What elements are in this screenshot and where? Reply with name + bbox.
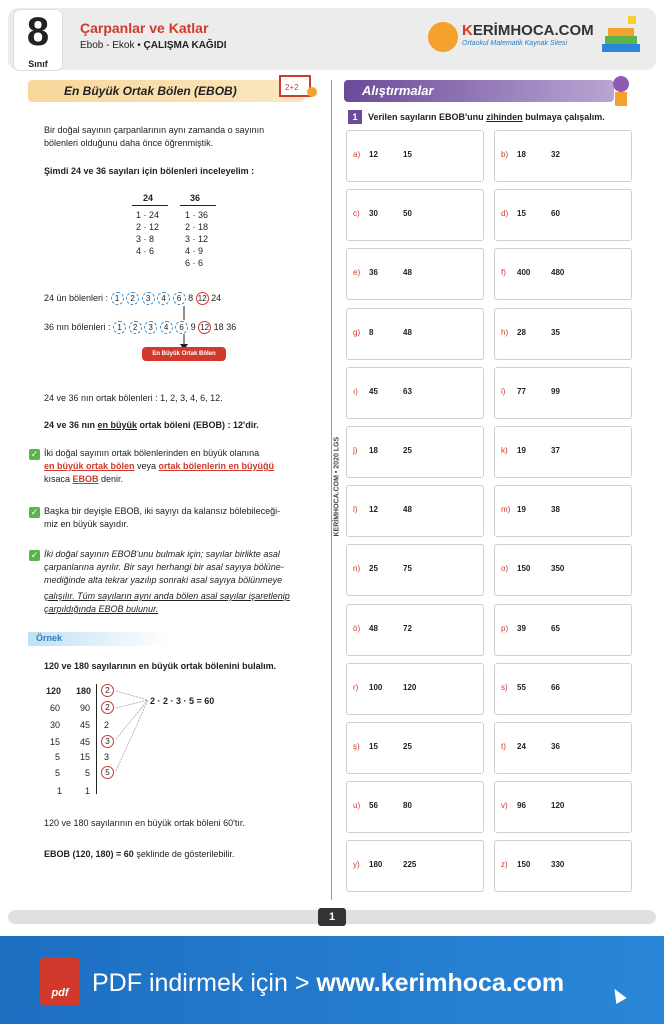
question-pre: Verilen sayıların EBOB'unu [368, 112, 487, 122]
exercise-number-b: 72 [403, 624, 412, 633]
ladder-b: 15 [80, 752, 91, 762]
gcd-post: ortak böleni (EBOB) : 12'dir. [137, 420, 259, 430]
divisor-plain: 8 [188, 293, 194, 303]
bullet-2-line: miz en büyük sayıdır. [44, 519, 129, 529]
exercise-number-b: 50 [403, 209, 412, 218]
check-icon: ✓ [30, 449, 39, 459]
ladder-a: 5 [55, 768, 61, 778]
bullet-3-line: mediğinde alta tekrar yazılıp sonraki asal sayıya bölünmeye [44, 575, 283, 585]
divisor-plain: 24 [211, 293, 222, 303]
exercise-number-b: 48 [403, 268, 412, 277]
ladder-connectors [114, 688, 150, 778]
bullet-1-mid: veya [134, 461, 159, 471]
section-exercises-label: Alıştırmalar [362, 83, 434, 98]
exercise-card[interactable] [494, 722, 632, 774]
intro-line-1: Bir doğal sayının çarpanlarının aynı zamanda o sayının [44, 125, 265, 135]
divisor-circled: 1 [111, 292, 124, 305]
exercise-number-b: 48 [403, 505, 412, 514]
exercise-label: j) [353, 446, 358, 455]
bullet-1-c: kısaca [44, 474, 73, 484]
page-title: Çarpanlar ve Katlar [80, 20, 209, 36]
exercise-label: y) [353, 860, 360, 869]
exercise-card[interactable] [346, 485, 484, 537]
exercise-number-a: 12 [369, 505, 378, 514]
ladder-line [96, 684, 97, 794]
exercise-label: n) [353, 564, 361, 573]
divisors-24-label: 24 ün bölenleri : [44, 293, 111, 303]
ladder-a: 120 [46, 686, 62, 696]
bullet-1 [44, 447, 314, 486]
exercise-number-a: 24 [517, 742, 526, 751]
table-36-row: 3 · 12 [185, 234, 209, 244]
prime-circled: 3 [101, 735, 114, 748]
grade-label: Sınıf [28, 59, 48, 69]
exercise-number-b: 225 [403, 860, 417, 869]
divisor-circled: 6 [175, 321, 188, 334]
ladder-b: 45 [80, 720, 91, 730]
gcd-pre: 24 ve 36 nın [44, 420, 98, 430]
exercise-label: ı) [353, 387, 358, 396]
ladder-a: 5 [55, 752, 61, 762]
divisor-circled: 4 [160, 321, 173, 334]
ladder-b: 180 [76, 686, 92, 696]
exercise-card[interactable] [346, 248, 484, 300]
question-underlined: zihinden [486, 112, 523, 122]
table-24-row: 4 · 6 [136, 246, 155, 256]
exercise-number-a: 55 [517, 683, 526, 692]
exercise-number-b: 80 [403, 801, 412, 810]
exercise-number-a: 19 [517, 446, 526, 455]
ladder-b: 1 [85, 786, 91, 796]
exercise-card[interactable] [346, 130, 484, 182]
subtitle-pre: Ebob - Ekok • [80, 40, 144, 51]
section-ebob-title [28, 80, 304, 102]
svg-text:2+2: 2+2 [285, 83, 299, 92]
result-line-1: 120 ve 180 sayılarının en büyük ortak böleni 60'tır. [44, 818, 245, 828]
exercise-label: ş) [353, 742, 360, 751]
exercise-card[interactable] [346, 663, 484, 715]
exercise-label: m) [501, 505, 511, 514]
exercise-number-a: 15 [369, 742, 378, 751]
exercise-label: l) [353, 505, 358, 514]
divisor-circled: 2 [129, 321, 142, 334]
exercise-number-b: 99 [551, 387, 560, 396]
logo-name [462, 22, 594, 39]
exercise-number-a: 56 [369, 801, 378, 810]
exercise-number-b: 25 [403, 446, 412, 455]
exercise-number-b: 37 [551, 446, 560, 455]
exercise-label: b) [501, 150, 509, 159]
exercise-number-a: 100 [369, 683, 383, 692]
blackboard-icon [278, 72, 318, 108]
cursor-icon [609, 986, 626, 1004]
question-post: bulmaya çalışalım. [522, 112, 605, 122]
exercise-label: a) [353, 150, 361, 159]
exercise-label: e) [353, 268, 361, 277]
exercise-label: p) [501, 624, 509, 633]
exercise-label: t) [501, 742, 506, 751]
check-icon: ✓ [30, 550, 39, 560]
divisor-plain: 9 [190, 322, 196, 332]
exercise-number-a: 15 [517, 209, 526, 218]
logo-tagline: Ortaokul Matematik Kaynak Sitesi [462, 40, 568, 47]
exercise-number-a: 12 [369, 150, 378, 159]
divisor-circled: 4 [157, 292, 170, 305]
exercise-number-a: 96 [517, 801, 526, 810]
table-24-row: 1 · 24 [136, 210, 160, 220]
intro-line-2: bölenleri olduğunu daha önce öğrenmiştik. [44, 138, 214, 148]
exercise-card[interactable] [494, 840, 632, 892]
ladder-prime [101, 766, 114, 779]
ladder-a: 30 [50, 720, 61, 730]
exercise-number-b: 330 [551, 860, 565, 869]
exercise-card[interactable] [494, 781, 632, 833]
exercise-label: o) [501, 564, 509, 573]
section-ebob-label: En Büyük Ortak Bölen (EBOB) [64, 84, 237, 98]
table-36-row: 4 · 9 [185, 246, 204, 256]
bullet-2-line: Başka bir deyişle EBOB, iki sayıyı da kalansız bölebileceği- [44, 506, 281, 516]
divisors-intro: Şimdi 24 ve 36 sayıları için bölenleri inceleyelim : [44, 166, 255, 176]
result-line-2 [44, 848, 234, 861]
exercise-number-a: 28 [517, 328, 526, 337]
result-rest: şeklinde de gösterilebilir. [133, 849, 235, 859]
exercise-number-a: 150 [517, 860, 531, 869]
exercise-number-b: 25 [403, 742, 412, 751]
banner-text-pre: PDF indirmek için > [92, 969, 317, 997]
exercise-card[interactable] [494, 367, 632, 419]
bullet-1-red: ortak bölenlerin en büyüğü [158, 461, 275, 471]
exercise-card[interactable] [494, 189, 632, 241]
exercise-label: k) [501, 446, 508, 455]
exercise-label: ö) [353, 624, 361, 633]
exercise-card[interactable] [494, 426, 632, 478]
ladder-prime [101, 701, 114, 714]
table-36-row: 6 · 6 [185, 258, 204, 268]
pdf-icon: pdf [40, 958, 80, 1006]
gcd-statement [44, 419, 259, 432]
exercise-number-b: 350 [551, 564, 565, 573]
site-logo[interactable] [428, 22, 594, 56]
exercise-number-b: 36 [551, 742, 560, 751]
exercise-label: s) [501, 683, 508, 692]
exercise-number-a: 18 [369, 446, 378, 455]
result-bold: EBOB (120, 180) = 60 [44, 849, 134, 859]
bullet-3-line: İki doğal sayının EBOB'unu bulmak için; sayılar birlikte asal [44, 549, 280, 559]
exercise-number-b: 15 [403, 150, 412, 159]
exercise-label: c) [353, 209, 360, 218]
exercise-number-b: 63 [403, 387, 412, 396]
example-label: Örnek [36, 633, 63, 643]
ladder-b: 45 [80, 737, 91, 747]
exercise-card[interactable] [494, 248, 632, 300]
exercise-number-a: 19 [517, 505, 526, 514]
exercise-number-b: 120 [551, 801, 565, 810]
exercise-card[interactable] [346, 781, 484, 833]
ladder-product: 2 · 2 · 3 · 5 = 60 [150, 696, 215, 706]
exercise-label: f) [501, 268, 506, 277]
exercise-card[interactable] [346, 840, 484, 892]
question-number: 1 [348, 110, 362, 124]
check-icon: ✓ [30, 507, 39, 517]
logo-k: K [462, 22, 473, 39]
exercise-number-a: 36 [369, 268, 378, 277]
divisor-plain: 18 [213, 322, 224, 332]
page-subtitle [80, 40, 227, 51]
bullet-3-line: çarpanlarına ayrılır. Bir sayı herhangi bir asal sayıya bölüne- [44, 562, 284, 572]
gcd-arrow-icon [178, 306, 190, 350]
bullet-1-a: İki doğal sayının ortak bölenlerinden en büyük olanına [44, 448, 260, 458]
table-24-row: 3 · 8 [136, 234, 155, 244]
exercise-card[interactable] [494, 130, 632, 182]
divisors-24 [44, 292, 221, 305]
example-text: 120 ve 180 sayılarının en büyük ortak bölenini bulalım. [44, 661, 277, 671]
ebob-pill: En Büyük Ortak Bölen [142, 347, 226, 361]
exercise-label: d) [501, 209, 509, 218]
bullet-1-red: EBOB [72, 474, 99, 484]
table-36-row: 1 · 36 [185, 210, 209, 220]
exercise-number-a: 8 [369, 328, 374, 337]
grade-badge [14, 10, 62, 70]
exercise-number-b: 38 [551, 505, 560, 514]
grade-number: 8 [26, 10, 50, 54]
exercise-number-a: 150 [517, 564, 531, 573]
common-divisors: 24 ve 36 nın ortak bölenleri : 1, 2, 3, 4, 6, 12. [44, 393, 223, 403]
exercise-card[interactable] [494, 663, 632, 715]
section-exercises-title [344, 80, 614, 102]
logo-rest: ERİMHOCA.COM [472, 22, 594, 39]
exercise-number-b: 60 [551, 209, 560, 218]
exercise-card[interactable] [494, 604, 632, 656]
table-24-row: 2 · 12 [136, 222, 160, 232]
ladder-prime [101, 735, 114, 748]
exercise-label: u) [353, 801, 361, 810]
exercise-number-b: 65 [551, 624, 560, 633]
exercise-card[interactable] [494, 544, 632, 596]
prime-circled: 2 [101, 701, 114, 714]
bullet-1-red: en büyük ortak bölen [44, 461, 135, 471]
exercise-number-a: 39 [517, 624, 526, 633]
divisor-gcd: 12 [198, 321, 211, 334]
books-icon [596, 14, 646, 64]
mascot-icon [428, 22, 458, 52]
exercise-number-a: 25 [369, 564, 378, 573]
exercise-card[interactable] [494, 485, 632, 537]
exercise-number-a: 30 [369, 209, 378, 218]
ladder-b: 5 [85, 768, 91, 778]
ladder-a: 60 [50, 703, 61, 713]
bullet-1-d: denir. [98, 474, 124, 484]
exercise-number-b: 75 [403, 564, 412, 573]
exercise-card[interactable] [346, 722, 484, 774]
mascot-icon [606, 72, 636, 108]
exercise-number-a: 18 [517, 150, 526, 159]
ladder-prime [101, 684, 114, 697]
table-36-row: 2 · 18 [185, 222, 209, 232]
table-36-head: 36 [190, 193, 201, 203]
divisor-circled: 6 [173, 292, 186, 305]
divisors-36 [44, 321, 236, 334]
divisor-plain: 36 [226, 322, 237, 332]
exercise-number-b: 480 [551, 268, 565, 277]
table-24-head: 24 [143, 193, 154, 203]
exercise-number-b: 48 [403, 328, 412, 337]
exercise-label: v) [501, 801, 508, 810]
download-banner[interactable] [0, 936, 664, 1024]
prime-circled: 5 [101, 766, 114, 779]
exercise-label: g) [353, 328, 361, 337]
exercise-card[interactable] [346, 544, 484, 596]
exercise-card[interactable] [346, 604, 484, 656]
exercise-card[interactable] [346, 189, 484, 241]
exercise-card[interactable] [346, 367, 484, 419]
exercise-label: r) [353, 683, 359, 692]
divisor-circled: 1 [113, 321, 126, 334]
ladder-prime: 2 [104, 720, 110, 730]
ladder-b: 90 [80, 703, 91, 713]
ladder-prime: 3 [104, 752, 110, 762]
divisor-circled: 2 [126, 292, 139, 305]
banner-text[interactable] [92, 969, 564, 998]
bullet-3-line: çarpıldığında EBOB bulunur. [44, 604, 159, 614]
example-label-bar [28, 632, 168, 646]
divisor-circled: 3 [142, 292, 155, 305]
exercise-number-a: 48 [369, 624, 378, 633]
exercise-number-a: 77 [517, 387, 526, 396]
ladder-a: 1 [57, 786, 63, 796]
table-24-line [132, 205, 168, 206]
divisors-36-label: 36 nın bölenleri : [44, 322, 114, 332]
gcd-underlined: en büyük [97, 420, 138, 430]
exercise-card[interactable] [494, 308, 632, 360]
exercise-number-b: 120 [403, 683, 417, 692]
side-text: KERİMHOCA.COM • 2020 LGS [333, 436, 341, 537]
exercise-number-b: 32 [551, 150, 560, 159]
page-number: 1 [318, 908, 346, 926]
divisor-gcd: 12 [196, 292, 209, 305]
side-text-box [322, 430, 340, 540]
table-36-line [180, 205, 216, 206]
bullet-3-line: çalışılır. Tüm sayıların aynı anda bölen asal sayılar işaretlenip [44, 591, 290, 601]
exercise-label: i) [501, 387, 506, 396]
exercise-label: h) [501, 328, 509, 337]
exercise-number-b: 66 [551, 683, 560, 692]
subtitle-bold: ÇALIŞMA KAĞIDI [143, 40, 227, 51]
exercise-card[interactable] [346, 308, 484, 360]
exercise-number-b: 35 [551, 328, 560, 337]
exercise-label: z) [501, 860, 508, 869]
question-text [368, 111, 605, 124]
exercise-card[interactable] [346, 426, 484, 478]
ladder-a: 15 [50, 737, 61, 747]
exercise-number-a: 400 [517, 268, 531, 277]
exercise-number-a: 180 [369, 860, 383, 869]
prime-circled: 2 [101, 684, 114, 697]
banner-url[interactable]: www.kerimhoca.com [316, 969, 565, 997]
exercise-number-a: 45 [369, 387, 378, 396]
divisor-circled: 3 [144, 321, 157, 334]
